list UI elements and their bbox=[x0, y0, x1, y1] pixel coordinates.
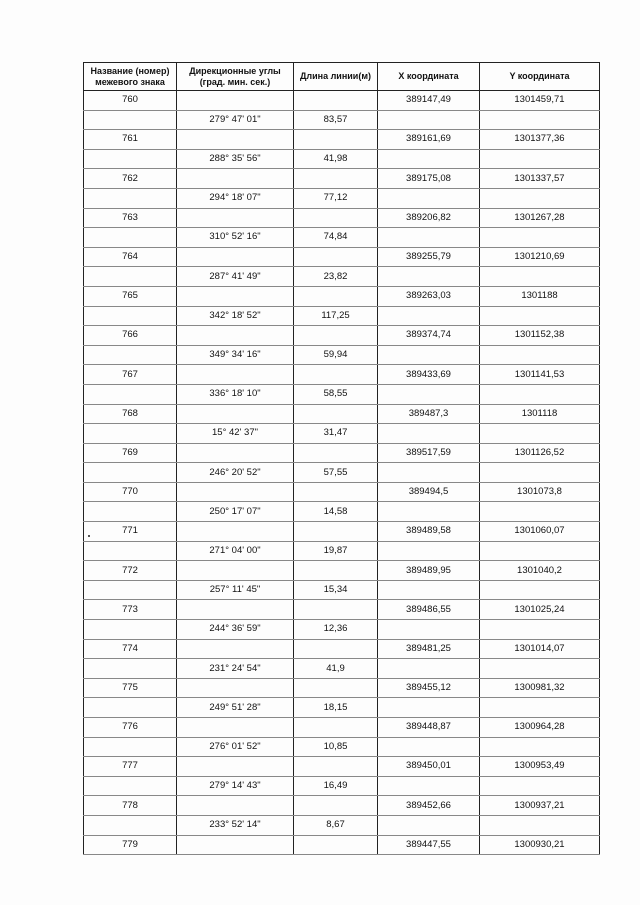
cell-y-coordinate: 1300930,21 bbox=[480, 835, 600, 855]
table-row bbox=[84, 718, 600, 738]
table-row bbox=[84, 188, 600, 208]
cell-mark-name: 760 bbox=[84, 91, 177, 111]
cell-line-length bbox=[294, 326, 378, 346]
header-y-coordinate: Y координата bbox=[480, 63, 600, 91]
cell-x-coordinate bbox=[378, 776, 480, 796]
cell-direction-angle: 288° 35' 56" bbox=[177, 149, 294, 169]
cell-line-length: 15,34 bbox=[294, 580, 378, 600]
cell-direction-angle bbox=[177, 130, 294, 150]
cell-x-coordinate bbox=[378, 345, 480, 365]
cell-line-length: 57,55 bbox=[294, 463, 378, 483]
cell-line-length: 19,87 bbox=[294, 541, 378, 561]
cell-y-coordinate bbox=[480, 541, 600, 561]
cell-x-coordinate bbox=[378, 188, 480, 208]
cell-mark-name: 779 bbox=[84, 835, 177, 855]
cell-direction-angle: 257° 11' 45" bbox=[177, 580, 294, 600]
cell-y-coordinate: 1301014,07 bbox=[480, 639, 600, 659]
cell-direction-angle bbox=[177, 326, 294, 346]
cell-x-coordinate: 389489,58 bbox=[378, 522, 480, 542]
cell-mark-name: 771 bbox=[84, 522, 177, 542]
cell-direction-angle: 231° 24' 54" bbox=[177, 659, 294, 679]
cell-line-length: 41,98 bbox=[294, 149, 378, 169]
cell-line-length bbox=[294, 678, 378, 698]
cell-line-length bbox=[294, 208, 378, 228]
table-row bbox=[84, 91, 600, 111]
cell-line-length bbox=[294, 718, 378, 738]
cell-line-length bbox=[294, 404, 378, 424]
cell-mark-name bbox=[84, 306, 177, 326]
cell-line-length bbox=[294, 639, 378, 659]
cell-direction-angle bbox=[177, 443, 294, 463]
table-row bbox=[84, 639, 600, 659]
table-row bbox=[84, 208, 600, 228]
cell-mark-name bbox=[84, 267, 177, 287]
cell-direction-angle: 310° 52' 16" bbox=[177, 228, 294, 248]
cell-mark-name bbox=[84, 149, 177, 169]
cell-direction-angle bbox=[177, 247, 294, 267]
table-row bbox=[84, 678, 600, 698]
cell-mark-name bbox=[84, 502, 177, 522]
cell-y-coordinate: 1301267,28 bbox=[480, 208, 600, 228]
cell-mark-name: 763 bbox=[84, 208, 177, 228]
table-row bbox=[84, 698, 600, 718]
table-row bbox=[84, 620, 600, 640]
cell-direction-angle bbox=[177, 365, 294, 385]
cell-x-coordinate: 389455,12 bbox=[378, 678, 480, 698]
cell-x-coordinate bbox=[378, 815, 480, 835]
cell-x-coordinate bbox=[378, 698, 480, 718]
cell-line-length: 14,58 bbox=[294, 502, 378, 522]
cell-mark-name bbox=[84, 110, 177, 130]
cell-x-coordinate bbox=[378, 541, 480, 561]
cell-y-coordinate bbox=[480, 776, 600, 796]
cell-x-coordinate: 389161,69 bbox=[378, 130, 480, 150]
cell-line-length: 10,85 bbox=[294, 737, 378, 757]
table-row bbox=[84, 365, 600, 385]
cell-x-coordinate: 389486,55 bbox=[378, 600, 480, 620]
cell-mark-name: 777 bbox=[84, 757, 177, 777]
cell-direction-angle: 15° 42' 37" bbox=[177, 424, 294, 444]
cell-y-coordinate: 1301126,52 bbox=[480, 443, 600, 463]
cell-direction-angle: 246° 20' 52" bbox=[177, 463, 294, 483]
cell-x-coordinate bbox=[378, 737, 480, 757]
cell-y-coordinate bbox=[480, 580, 600, 600]
cell-line-length bbox=[294, 130, 378, 150]
cell-y-coordinate: 1300953,49 bbox=[480, 757, 600, 777]
cell-line-length: 23,82 bbox=[294, 267, 378, 287]
cell-mark-name bbox=[84, 659, 177, 679]
cell-mark-name: 762 bbox=[84, 169, 177, 189]
cell-y-coordinate: 1301118 bbox=[480, 404, 600, 424]
cell-direction-angle bbox=[177, 561, 294, 581]
cell-x-coordinate: 389147,49 bbox=[378, 91, 480, 111]
cell-direction-angle bbox=[177, 404, 294, 424]
cell-x-coordinate: 389487,3 bbox=[378, 404, 480, 424]
cell-mark-name bbox=[84, 815, 177, 835]
cell-direction-angle: 250° 17' 07" bbox=[177, 502, 294, 522]
cell-mark-name: 776 bbox=[84, 718, 177, 738]
cell-line-length: 74,84 bbox=[294, 228, 378, 248]
cell-line-length: 83,57 bbox=[294, 110, 378, 130]
table-row bbox=[84, 835, 600, 855]
table-row bbox=[84, 796, 600, 816]
cell-direction-angle: 279° 47' 01" bbox=[177, 110, 294, 130]
table-row bbox=[84, 424, 600, 444]
cell-x-coordinate bbox=[378, 424, 480, 444]
cell-x-coordinate bbox=[378, 580, 480, 600]
table-row bbox=[84, 541, 600, 561]
cell-direction-angle bbox=[177, 757, 294, 777]
header-mark-name: Название (номер) межевого знака bbox=[84, 63, 177, 91]
table-row bbox=[84, 130, 600, 150]
cell-line-length: 58,55 bbox=[294, 384, 378, 404]
cell-line-length: 117,25 bbox=[294, 306, 378, 326]
cell-y-coordinate: 1300937,21 bbox=[480, 796, 600, 816]
cell-y-coordinate: 1300964,28 bbox=[480, 718, 600, 738]
cell-mark-name: 769 bbox=[84, 443, 177, 463]
table-row bbox=[84, 228, 600, 248]
cell-line-length: 16,49 bbox=[294, 776, 378, 796]
cell-mark-name bbox=[84, 776, 177, 796]
cell-direction-angle bbox=[177, 796, 294, 816]
cell-mark-name: 765 bbox=[84, 286, 177, 306]
cell-x-coordinate: 389175,08 bbox=[378, 169, 480, 189]
table-row bbox=[84, 502, 600, 522]
cell-direction-angle bbox=[177, 286, 294, 306]
cell-mark-name: 761 bbox=[84, 130, 177, 150]
cell-y-coordinate bbox=[480, 306, 600, 326]
cell-mark-name bbox=[84, 188, 177, 208]
scan-speck bbox=[88, 535, 90, 537]
cell-direction-angle bbox=[177, 208, 294, 228]
cell-y-coordinate bbox=[480, 188, 600, 208]
cell-mark-name: 764 bbox=[84, 247, 177, 267]
cell-y-coordinate bbox=[480, 698, 600, 718]
cell-mark-name: 778 bbox=[84, 796, 177, 816]
cell-line-length bbox=[294, 522, 378, 542]
table-row bbox=[84, 443, 600, 463]
cell-line-length: 12,36 bbox=[294, 620, 378, 640]
cell-x-coordinate: 389494,5 bbox=[378, 482, 480, 502]
cell-direction-angle bbox=[177, 600, 294, 620]
cell-line-length: 41,9 bbox=[294, 659, 378, 679]
cell-y-coordinate bbox=[480, 345, 600, 365]
table-header bbox=[84, 63, 600, 91]
table-row bbox=[84, 286, 600, 306]
cell-x-coordinate bbox=[378, 502, 480, 522]
cell-y-coordinate: 1301025,24 bbox=[480, 600, 600, 620]
cell-mark-name bbox=[84, 463, 177, 483]
cell-y-coordinate: 1301060,07 bbox=[480, 522, 600, 542]
cell-line-length bbox=[294, 91, 378, 111]
cell-x-coordinate bbox=[378, 267, 480, 287]
cell-line-length: 77,12 bbox=[294, 188, 378, 208]
cell-direction-angle bbox=[177, 522, 294, 542]
cell-direction-angle: 342° 18' 52" bbox=[177, 306, 294, 326]
table-row bbox=[84, 345, 600, 365]
cell-direction-angle: 244° 36' 59" bbox=[177, 620, 294, 640]
cell-x-coordinate: 389448,87 bbox=[378, 718, 480, 738]
cell-line-length bbox=[294, 286, 378, 306]
table-row bbox=[84, 169, 600, 189]
cell-x-coordinate: 389433,69 bbox=[378, 365, 480, 385]
table-row bbox=[84, 267, 600, 287]
cell-y-coordinate: 1301377,36 bbox=[480, 130, 600, 150]
cell-direction-angle bbox=[177, 718, 294, 738]
cell-line-length bbox=[294, 482, 378, 502]
cell-mark-name bbox=[84, 698, 177, 718]
cell-direction-angle: 249° 51' 28" bbox=[177, 698, 294, 718]
cell-direction-angle bbox=[177, 169, 294, 189]
table-row bbox=[84, 247, 600, 267]
cell-y-coordinate bbox=[480, 228, 600, 248]
cell-direction-angle: 294° 18' 07" bbox=[177, 188, 294, 208]
cell-mark-name: 774 bbox=[84, 639, 177, 659]
cell-y-coordinate: 1301337,57 bbox=[480, 169, 600, 189]
table-row bbox=[84, 737, 600, 757]
cell-line-length bbox=[294, 365, 378, 385]
table-row bbox=[84, 110, 600, 130]
cell-x-coordinate: 389450,01 bbox=[378, 757, 480, 777]
cell-x-coordinate bbox=[378, 384, 480, 404]
table-row bbox=[84, 659, 600, 679]
cell-mark-name bbox=[84, 541, 177, 561]
cell-y-coordinate bbox=[480, 737, 600, 757]
cell-direction-angle bbox=[177, 639, 294, 659]
cell-y-coordinate bbox=[480, 424, 600, 444]
cell-direction-angle: 336° 18' 10" bbox=[177, 384, 294, 404]
cell-direction-angle: 233° 52' 14" bbox=[177, 815, 294, 835]
cell-y-coordinate: 1300981,32 bbox=[480, 678, 600, 698]
cell-line-length bbox=[294, 600, 378, 620]
cell-y-coordinate bbox=[480, 620, 600, 640]
cell-direction-angle bbox=[177, 482, 294, 502]
cell-y-coordinate bbox=[480, 815, 600, 835]
cell-y-coordinate bbox=[480, 659, 600, 679]
table-body bbox=[84, 91, 600, 855]
cell-x-coordinate bbox=[378, 149, 480, 169]
boundary-marks-table bbox=[83, 62, 600, 855]
cell-x-coordinate: 389517,59 bbox=[378, 443, 480, 463]
cell-x-coordinate: 389452,66 bbox=[378, 796, 480, 816]
cell-direction-angle: 271° 04' 00" bbox=[177, 541, 294, 561]
cell-mark-name bbox=[84, 424, 177, 444]
cell-mark-name bbox=[84, 620, 177, 640]
cell-x-coordinate: 389481,25 bbox=[378, 639, 480, 659]
cell-mark-name: 766 bbox=[84, 326, 177, 346]
cell-mark-name bbox=[84, 384, 177, 404]
cell-mark-name bbox=[84, 345, 177, 365]
cell-line-length: 31,47 bbox=[294, 424, 378, 444]
cell-y-coordinate bbox=[480, 463, 600, 483]
cell-line-length: 18,15 bbox=[294, 698, 378, 718]
cell-y-coordinate bbox=[480, 149, 600, 169]
cell-line-length bbox=[294, 561, 378, 581]
cell-mark-name: 775 bbox=[84, 678, 177, 698]
cell-y-coordinate: 1301040,2 bbox=[480, 561, 600, 581]
table-row bbox=[84, 326, 600, 346]
cell-y-coordinate bbox=[480, 267, 600, 287]
cell-x-coordinate bbox=[378, 228, 480, 248]
cell-x-coordinate bbox=[378, 463, 480, 483]
cell-y-coordinate: 1301188 bbox=[480, 286, 600, 306]
cell-line-length: 59,94 bbox=[294, 345, 378, 365]
table-row bbox=[84, 776, 600, 796]
cell-x-coordinate: 389263,03 bbox=[378, 286, 480, 306]
cell-direction-angle bbox=[177, 91, 294, 111]
cell-x-coordinate bbox=[378, 306, 480, 326]
cell-direction-angle bbox=[177, 835, 294, 855]
cell-direction-angle bbox=[177, 678, 294, 698]
table-row bbox=[84, 463, 600, 483]
cell-mark-name: 772 bbox=[84, 561, 177, 581]
cell-mark-name: 773 bbox=[84, 600, 177, 620]
cell-direction-angle: 279° 14' 43" bbox=[177, 776, 294, 796]
cell-x-coordinate: 389447,55 bbox=[378, 835, 480, 855]
table-row bbox=[84, 580, 600, 600]
cell-y-coordinate bbox=[480, 110, 600, 130]
table-row bbox=[84, 384, 600, 404]
cell-mark-name: 770 bbox=[84, 482, 177, 502]
table-row bbox=[84, 306, 600, 326]
cell-x-coordinate: 389206,82 bbox=[378, 208, 480, 228]
cell-x-coordinate: 389489,95 bbox=[378, 561, 480, 581]
cell-mark-name: 767 bbox=[84, 365, 177, 385]
cell-direction-angle: 276° 01' 52" bbox=[177, 737, 294, 757]
table-row bbox=[84, 815, 600, 835]
cell-direction-angle: 287° 41' 49" bbox=[177, 267, 294, 287]
cell-direction-angle: 349° 34' 16" bbox=[177, 345, 294, 365]
header-direction-angle: Дирекционные углы (град. мин. сек.) bbox=[177, 63, 294, 91]
cell-y-coordinate: 1301459,71 bbox=[480, 91, 600, 111]
table-row bbox=[84, 482, 600, 502]
cell-x-coordinate: 389374,74 bbox=[378, 326, 480, 346]
cell-y-coordinate: 1301152,38 bbox=[480, 326, 600, 346]
cell-x-coordinate: 389255,79 bbox=[378, 247, 480, 267]
cell-line-length bbox=[294, 443, 378, 463]
table-row bbox=[84, 757, 600, 777]
cell-y-coordinate: 1301073,8 bbox=[480, 482, 600, 502]
header-x-coordinate: X координата bbox=[378, 63, 480, 91]
header-line-length: Длина линии(м) bbox=[294, 63, 378, 91]
cell-mark-name bbox=[84, 580, 177, 600]
cell-x-coordinate bbox=[378, 659, 480, 679]
cell-x-coordinate bbox=[378, 110, 480, 130]
cell-line-length: 8,67 bbox=[294, 815, 378, 835]
cell-line-length bbox=[294, 757, 378, 777]
cell-line-length bbox=[294, 169, 378, 189]
cell-mark-name bbox=[84, 737, 177, 757]
table-row bbox=[84, 404, 600, 424]
cell-mark-name: 768 bbox=[84, 404, 177, 424]
table-row bbox=[84, 600, 600, 620]
cell-y-coordinate bbox=[480, 502, 600, 522]
cell-x-coordinate bbox=[378, 620, 480, 640]
cell-y-coordinate: 1301141,53 bbox=[480, 365, 600, 385]
cell-y-coordinate: 1301210,69 bbox=[480, 247, 600, 267]
cell-line-length bbox=[294, 835, 378, 855]
cell-y-coordinate bbox=[480, 384, 600, 404]
cell-mark-name bbox=[84, 228, 177, 248]
table-row bbox=[84, 561, 600, 581]
cell-line-length bbox=[294, 247, 378, 267]
table-row bbox=[84, 522, 600, 542]
table-row bbox=[84, 149, 600, 169]
cell-line-length bbox=[294, 796, 378, 816]
